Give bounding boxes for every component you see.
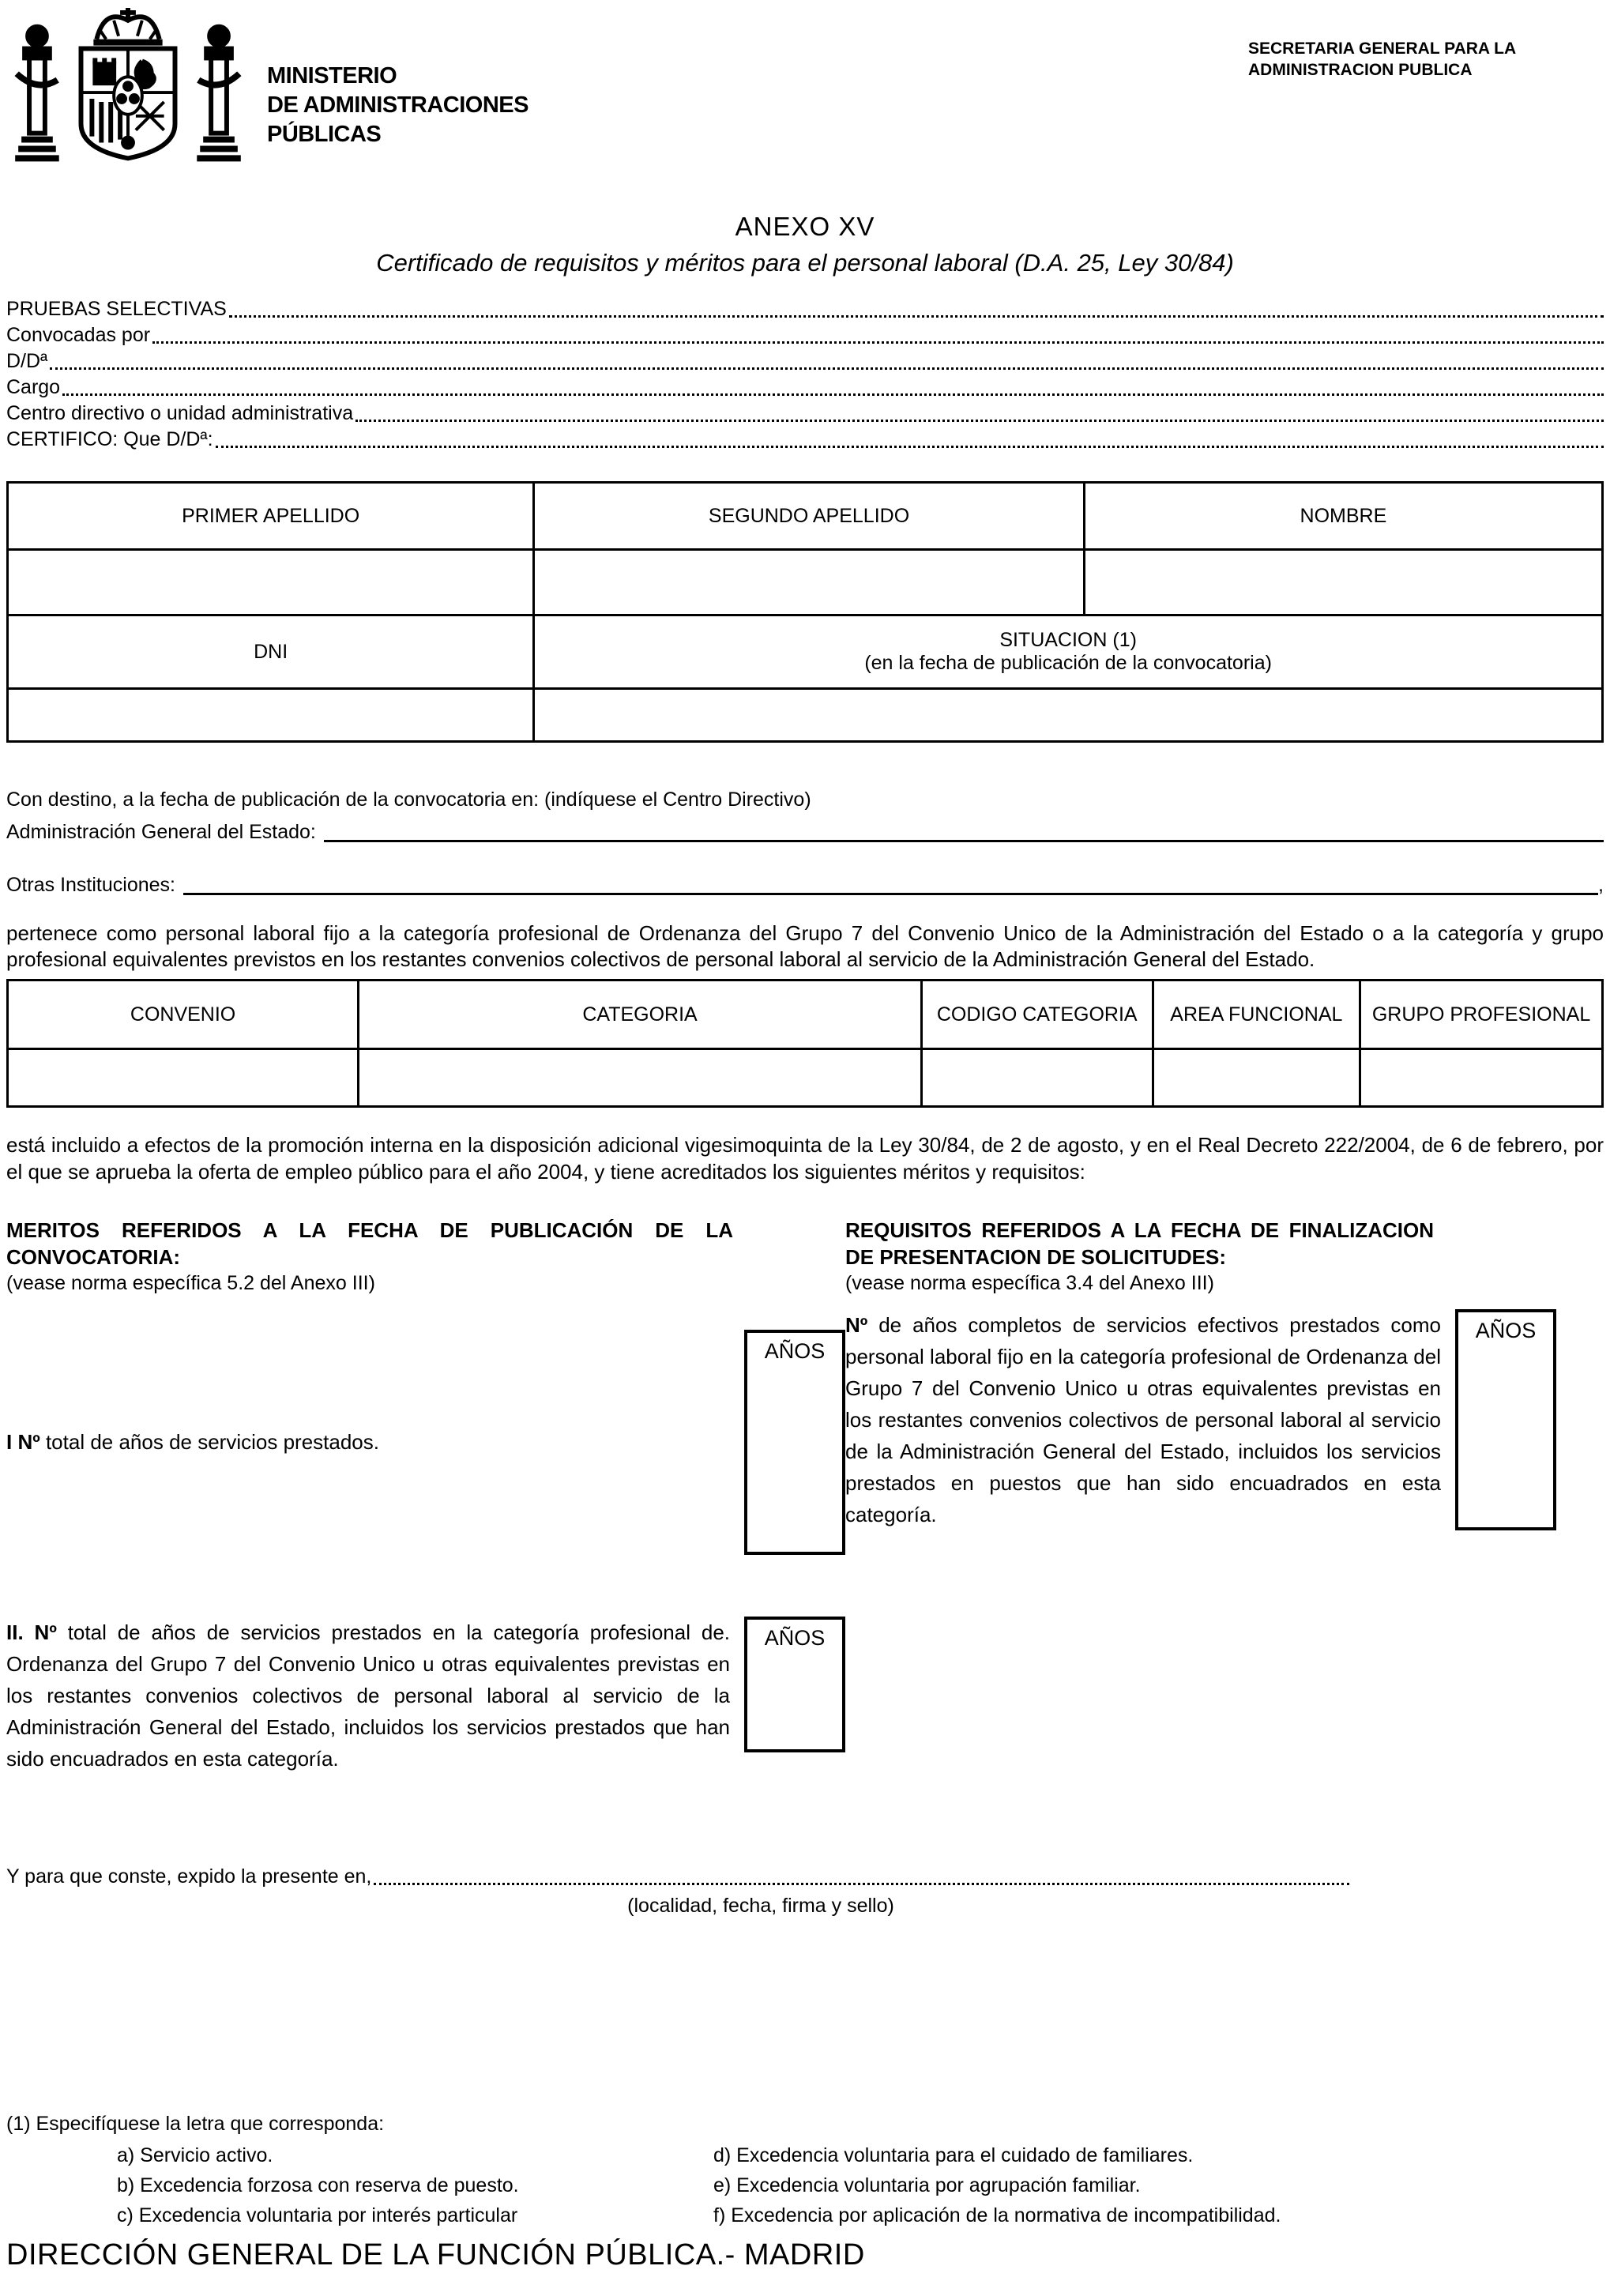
requisitos-column — [845, 1217, 1604, 1775]
field-label: Convocadas por — [6, 324, 151, 346]
footnote-item-a: a) Servicio activo. — [117, 2144, 273, 2166]
field-expedicion — [6, 1864, 1349, 1890]
field-label: PRUEBAS SELECTIVAS — [6, 298, 227, 320]
input-cell-nombre[interactable] — [1084, 550, 1602, 615]
field-fill-area[interactable] — [152, 341, 1604, 344]
table-row — [8, 615, 1603, 689]
requisito-item — [845, 1309, 1556, 1530]
merits-norm-reference: (vease norma específica 5.2 del Anexo III) — [6, 1272, 375, 1294]
identity-table — [6, 481, 1604, 743]
merit-item-2-text — [6, 1617, 744, 1775]
table-row — [8, 550, 1603, 615]
input-cell-area-funcional[interactable] — [1153, 1049, 1360, 1107]
field-fill-area[interactable] — [183, 892, 1598, 895]
field-fill-area[interactable] — [62, 393, 1604, 396]
ministry-line: DE ADMINISTRACIONES — [267, 92, 529, 118]
item-prefix: II. Nº — [6, 1620, 57, 1644]
anos-label: AÑOS — [764, 1339, 826, 1363]
annex-title: ANEXO XV — [735, 212, 875, 241]
field-fill-area[interactable] — [374, 1882, 1349, 1885]
convenio-table — [6, 979, 1604, 1108]
field-nombre-certificante — [6, 348, 1604, 375]
field-convocadas-por — [6, 322, 1604, 348]
field-pruebas-selectivas — [6, 296, 1604, 322]
incluido-paragraph: está incluido a efectos de la promoción interna en la disposición adicional vigesimoquinta de la Ley 30/84, de 2 de agosto, y en el Real Decreto 222/2004, de 6 de febrero, por el que se aprueba la oferta de empleo público para el año 2004, y tiene acreditados los siguientes méritos y requisitos: — [6, 1133, 1604, 1184]
requisitos-heading: REQUISITOS REFERIDOS A LA FECHA DE FINALIZACION DE PRESENTACION DE SOLICITUDES: — [845, 1218, 1434, 1269]
field-cargo — [6, 375, 1604, 401]
field-label: D/Dª — [6, 350, 48, 372]
field-fill-area[interactable] — [229, 314, 1604, 318]
footnote-item-e: e) Excedencia voluntaria por agrupación familiar. — [713, 2174, 1141, 2196]
merits-column — [6, 1217, 845, 1775]
field-label: Administración General del Estado: — [6, 821, 316, 843]
footnote-columns — [6, 2140, 1604, 2230]
field-centro-directivo — [6, 401, 1604, 427]
footnote-item-d: d) Excedencia voluntaria para el cuidado de familiares. — [713, 2144, 1194, 2166]
header-grupo-profesional: GRUPO PROFESIONAL — [1360, 981, 1603, 1049]
footnote-section — [6, 2111, 1604, 2230]
footnote-item-b: b) Excedencia forzosa con reserva de puesto. — [117, 2174, 519, 2196]
input-cell-grupo-profesional[interactable] — [1360, 1049, 1603, 1107]
destino-intro: Con destino, a la fecha de publicación de la convocatoria en: (indíquese el Centro Directivo) — [6, 789, 811, 811]
page-header — [6, 0, 1604, 198]
secretary-line: ADMINISTRACION PUBLICA — [1248, 61, 1473, 79]
field-fill-area[interactable] — [355, 419, 1604, 422]
item-prefix: I Nº — [6, 1430, 40, 1454]
title-block — [6, 212, 1604, 277]
footnote-left-list — [117, 2140, 713, 2230]
localidad-note: (localidad, fecha, firma y sello) — [627, 1895, 894, 1917]
header-codigo-categoria: CODIGO CATEGORIA — [921, 981, 1153, 1049]
ministry-name — [267, 62, 529, 149]
requisitos-norm-reference: (vease norma específica 3.4 del Anexo III) — [845, 1272, 1214, 1294]
header-convenio: CONVENIO — [8, 981, 359, 1049]
header-categoria: CATEGORIA — [359, 981, 922, 1049]
header-situacion — [534, 615, 1603, 689]
field-label: CERTIFICO: Que D/Dª: — [6, 428, 213, 450]
field-fill-area[interactable] — [50, 367, 1604, 370]
table-row — [8, 981, 1603, 1049]
situacion-subtitle: (en la fecha de publicación de la convocatoria) — [864, 652, 1272, 674]
item-prefix: Nº — [845, 1313, 868, 1337]
item-body: total de años de servicios prestados. — [39, 1430, 379, 1454]
merit-item-1-text — [6, 1330, 744, 1555]
input-cell-primer-apellido[interactable] — [8, 550, 534, 615]
input-cell-categoria[interactable] — [359, 1049, 922, 1107]
anos-input-box-merit-2[interactable] — [744, 1617, 845, 1752]
footnote-item-c: c) Excedencia voluntaria por interés particular — [117, 2204, 518, 2226]
table-row — [8, 689, 1603, 742]
footnote-item-f: f) Excedencia por aplicación de la normativa de incompatibilidad. — [713, 2204, 1281, 2226]
field-otras-instituciones — [6, 872, 1604, 898]
form-fields — [6, 296, 1604, 453]
table-row — [8, 483, 1603, 550]
item-body: total de años de servicios prestados en la categoría profesional de. Ordenanza del Grupo 7 del Convenio Unico u otras equivalentes previstas en los restantes convenios colectivos de personal laboral al servicio de la Administración General del Estado, incluidos los servicios prestados que han sido encuadrados en esta categoría. — [6, 1620, 730, 1771]
field-label: Y para que conste, expido la presente en, — [6, 1865, 372, 1888]
footnote-right-list — [713, 2140, 1604, 2230]
header-area-funcional: AREA FUNCIONAL — [1153, 981, 1360, 1049]
field-suffix: , — [1598, 874, 1604, 896]
header-primer-apellido: PRIMER APELLIDO — [8, 483, 534, 550]
input-cell-dni[interactable] — [8, 689, 534, 742]
anos-label: AÑOS — [764, 1626, 826, 1650]
input-cell-convenio[interactable] — [8, 1049, 359, 1107]
field-fill-area[interactable] — [216, 445, 1604, 448]
situacion-title: SITUACION (1) — [999, 629, 1137, 651]
direccion-general-footer: DIRECCIÓN GENERAL DE LA FUNCIÓN PÚBLICA.- MADRID — [6, 2238, 865, 2272]
ministry-line: MINISTERIO — [267, 63, 397, 88]
field-administracion-general — [6, 819, 1604, 845]
destino-section — [6, 787, 1604, 898]
ministry-line: PÚBLICAS — [267, 122, 382, 147]
closing-section — [6, 1864, 1604, 1919]
field-label: Centro directivo o unidad administrativa — [6, 402, 354, 424]
anos-input-box-merit-1[interactable] — [744, 1330, 845, 1555]
spain-coat-of-arms-logo — [9, 5, 246, 193]
secretary-line: SECRETARIA GENERAL PARA LA — [1248, 40, 1517, 58]
input-cell-segundo-apellido[interactable] — [534, 550, 1085, 615]
pertenece-paragraph: pertenece como personal laboral fijo a la categoría profesional de Ordenanza del Grupo 7 del Convenio Unico de la Administración del Estado o a la categoría y grupo profesional equivalentes previstos en los restantes convenios colectivos de personal laboral al servicio de la Administración General del Estado. — [6, 921, 1604, 971]
field-label: Otras Instituciones: — [6, 874, 175, 896]
anos-input-box-requisito[interactable] — [1455, 1309, 1556, 1530]
merit-item-1 — [6, 1330, 845, 1555]
footnote-intro: (1) Especifíquese la letra que corresponda: — [6, 2113, 385, 2135]
merit-item-2 — [6, 1617, 845, 1775]
merits-heading: MERITOS REFERIDOS A LA FECHA DE PUBLICACIÓN DE LA CONVOCATORIA: — [6, 1218, 733, 1269]
header-nombre: NOMBRE — [1084, 483, 1602, 550]
requisito-item-text — [845, 1309, 1455, 1530]
header-dni: DNI — [8, 615, 534, 689]
secretary-general-label — [1248, 38, 1516, 81]
input-cell-situacion[interactable] — [534, 689, 1603, 742]
field-fill-area[interactable] — [324, 839, 1604, 842]
input-cell-codigo-categoria[interactable] — [921, 1049, 1153, 1107]
item-body: de años completos de servicios efectivos prestados como personal laboral fijo en la categoría profesional de Ordenanza del Grupo 7 del Convenio Unico u otras equivalentes previstas en los restantes convenios colectivos de personal laboral al servicio de la Administración General del Estado, incluidos los servicios prestados en puestos que han sido encuadrados en esta categoría. — [845, 1313, 1441, 1526]
annex-subtitle: Certificado de requisitos y méritos para el personal laboral (D.A. 25, Ley 30/84) — [376, 249, 1234, 277]
field-label: Cargo — [6, 376, 61, 398]
anos-label: AÑOS — [1475, 1319, 1537, 1342]
field-certifico-que — [6, 427, 1604, 453]
merits-requisitos-section — [6, 1217, 1604, 1775]
table-row — [8, 1049, 1603, 1107]
header-segundo-apellido: SEGUNDO APELLIDO — [534, 483, 1085, 550]
